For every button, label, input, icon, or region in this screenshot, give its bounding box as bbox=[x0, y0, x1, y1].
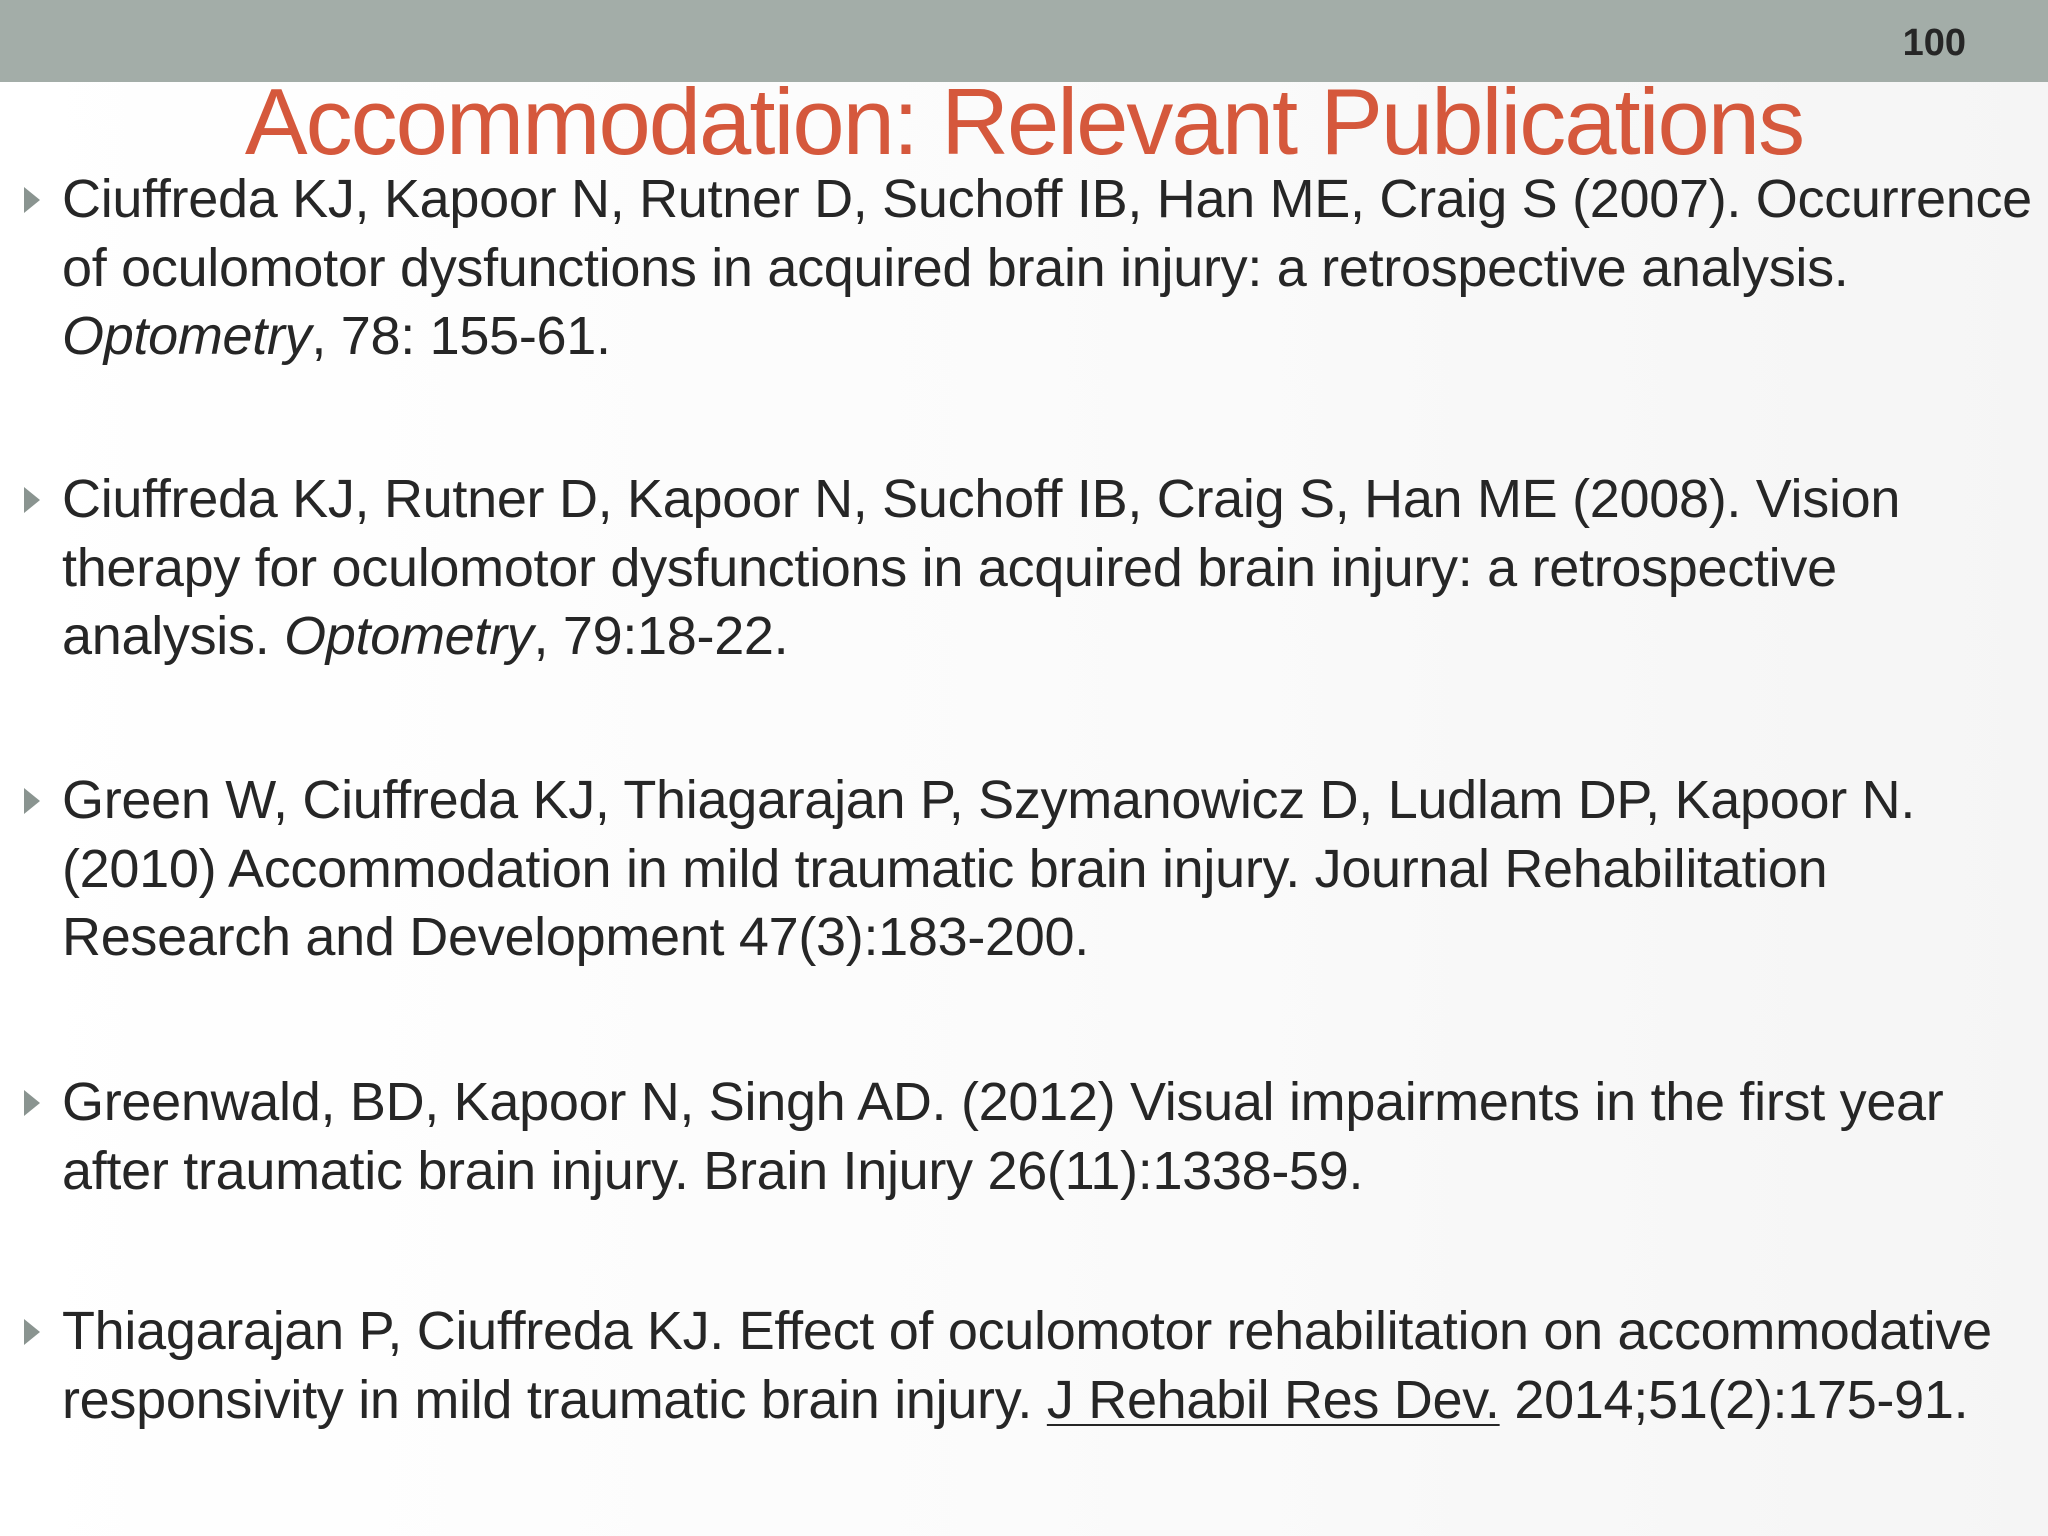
reference-authors-1: Ciuffreda KJ, Kapoor N, Rutner D, Suchoff IB, Han ME, Craig S (2007). bbox=[62, 169, 1742, 229]
reference-title-2: Vision therapy for oculomotor dysfunctions in acquired brain injury: a retrospective analysis. bbox=[62, 469, 1901, 666]
reference-citation-2: , 79:18-22. bbox=[533, 606, 789, 666]
reference-authors-2: Ciuffreda KJ, Rutner D, Kapoor N, Suchoff IB, Craig S, Han ME (2008). bbox=[62, 469, 1742, 529]
reference-text-5 bbox=[62, 1297, 2042, 1434]
journal-link[interactable]: J Rehabil Res Dev. bbox=[1046, 1369, 1500, 1430]
reference-text-1 bbox=[62, 165, 2042, 371]
triangle-right-icon bbox=[24, 788, 40, 814]
reference-citation-5: 2014;51(2):175-91. bbox=[1514, 1369, 1969, 1430]
reference-title-1: Occurrence of oculomotor dysfunctions in acquired brain injury: a retrospective analysis. bbox=[62, 169, 2032, 298]
reference-journal-2: Optometry bbox=[284, 606, 534, 666]
triangle-right-icon bbox=[24, 1319, 40, 1345]
reference-text-2 bbox=[62, 465, 2042, 671]
reference-body-5: Thiagarajan P, Ciuffreda KJ. Effect of oculomotor rehabilitation on accommodative responsivity in mild traumatic brain injury. bbox=[62, 1301, 1992, 1430]
triangle-right-icon bbox=[24, 1090, 40, 1116]
reference-journal-1: Optometry bbox=[62, 306, 312, 366]
reference-citation-1: , 78: 155-61. bbox=[311, 306, 611, 366]
slide-title: Accommodation: Relevant Publications bbox=[244, 69, 1804, 174]
slide-number: 100 bbox=[1902, 22, 1966, 64]
reference-text-4: Greenwald, BD, Kapoor N, Singh AD. (2012) Visual impairments in the first year after traumatic brain injury. Brain Injury 26(11):1338-59. bbox=[62, 1072, 1944, 1201]
triangle-right-icon bbox=[24, 487, 40, 513]
reference-text-3: Green W, Ciuffreda KJ, Thiagarajan P, Szymanowicz D, Ludlam DP, Kapoor N. (2010) Accommodation in mild traumatic brain injury. Journal Rehabilitation Research and Development 47(3):183-200. bbox=[62, 770, 1916, 967]
triangle-right-icon bbox=[24, 187, 40, 213]
